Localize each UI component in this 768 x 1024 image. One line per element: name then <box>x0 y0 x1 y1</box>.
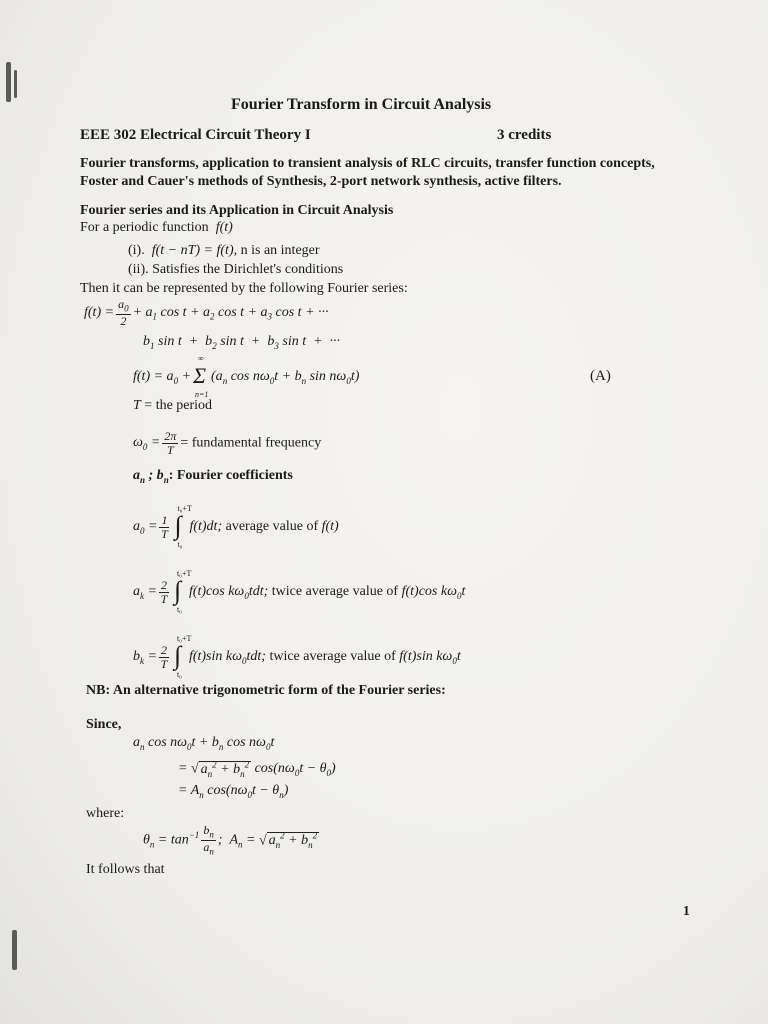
page-title: Fourier Transform in Circuit Analysis <box>231 96 492 113</box>
fourier-series-expanded-line-1: f(t) = $\frac{a_0}{2}$ + $a_1$ $\cos t + a_2$ $\cos t + a_3$ cos t + ··· <box>84 297 329 328</box>
fundamental-frequency: $\omega_0$ = $\frac{2\pi}{T}$ = fundamental frequency <box>133 429 322 457</box>
condition-i-tail: , n is an integer <box>233 243 320 258</box>
syllabus-line-1: Fourier transforms, application to transient analysis of RLC circuits, transfer function concepts, <box>80 156 655 171</box>
condition-i-label: (i). <box>128 243 145 258</box>
where-label: where: <box>86 806 125 821</box>
period-text: = the period <box>144 398 213 413</box>
nb-note: NB: An alternative trigonometric form of the Fourier series: <box>86 683 446 698</box>
ak-text: twice average value of <box>271 584 399 600</box>
condition-ii: (ii). Satisfies the Dirichlet's conditions <box>128 262 344 277</box>
condition-i <box>128 243 320 259</box>
theta-amplitude-formula: $\theta_n = \tan^{-1}$ $\frac{b_n}{a_n}$ ; $A_n$ = √ $a_n^2 + b_n^2$ <box>143 823 318 857</box>
fourier-series-sum: $f(t) = a_0$ + ∞ Σ n=1 ($a_n$ $\cos n\omega_0t + b_n$ $\sin n\omega_0t$) <box>133 354 360 399</box>
periodicity-formula: f(t − nT) = f(t) <box>148 243 234 258</box>
represented-text: Then it can be represented by the following Fourier series: <box>80 281 408 296</box>
page-number: 1 <box>683 903 690 918</box>
a0-text: average value of <box>225 519 319 535</box>
since-line-2: = √ $a_n^2 + b_n^2$ $\cos(n\omega_0t - \theta_0)$ <box>178 759 336 779</box>
fourier-series-expanded-line-2: $b_1$ $\sin t + b_2$ $\sin t + b_3$ sin t + ··· <box>143 334 341 351</box>
fourier-coefficients <box>133 468 293 485</box>
binding-mark <box>6 62 11 102</box>
periodic-function-formula: f(t) <box>212 220 233 235</box>
binding-mark <box>12 930 17 970</box>
bk-text: twice average value of <box>269 649 396 665</box>
omega-zero-symbol: $\omega_0$ = <box>133 435 161 453</box>
follows-text: It follows that <box>86 862 165 877</box>
bk-formula: $b_k$ = $\frac{2}{T}$ t₀+T ∫ t₀ f(t)sin $k\omega_0tdt$; twice average value of f(t)sin $k\omega_0t$ <box>133 634 461 679</box>
fundamental-frequency-text: = fundamental frequency <box>180 435 322 451</box>
a0-formula: $a_0$ = $\frac{1}{T}$ t₀+T ∫ t₀ f(t)dt; average value of f(t) <box>133 504 339 549</box>
since-line-1: $a_n$ $\cos n\omega_0t + b_n$ $\cos n\omega_0t$ <box>133 735 275 752</box>
since-label: Since, <box>86 717 122 732</box>
coefficient-symbols: $a_n$ ; $b_n$ <box>133 468 169 485</box>
periodic-intro <box>80 220 233 236</box>
since-line-3: = $A_n$ $\cos(n\omega_0t - \theta_n)$ <box>178 783 289 800</box>
ak-formula: $a_k$ = $\frac{2}{T}$ t₀+T ∫ t₀ f(t)cos $k\omega_0tdt$; twice average value of f(t)cos $k\omega_0t$ <box>133 569 466 614</box>
course-code-name: EEE 302 Electrical Circuit Theory I <box>80 127 311 143</box>
section-heading: Fourier series and its Application in Circuit Analysis <box>80 203 394 218</box>
period-definition <box>133 398 212 414</box>
periodic-intro-text: For a periodic function <box>80 220 209 235</box>
course-credits: 3 credits <box>497 127 552 143</box>
equation-label-a: (A) <box>590 368 611 384</box>
fourier-coefficients-text: : Fourier coefficients <box>168 468 293 483</box>
binding-mark <box>14 70 17 98</box>
syllabus-line-2: Foster and Cauer's methods of Synthesis, 2-port network synthesis, active filters. <box>80 174 562 189</box>
period-symbol: T <box>133 398 145 413</box>
